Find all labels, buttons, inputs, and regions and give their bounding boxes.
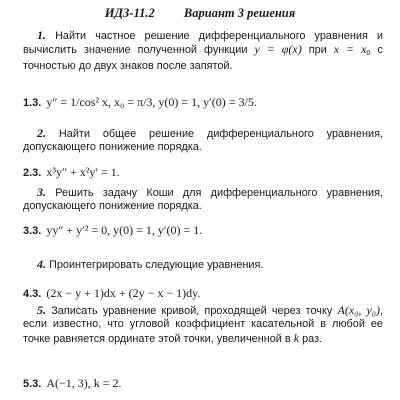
task-2-statement xyxy=(23,127,383,155)
task-5-formula: A(−1, 3), k = 2. xyxy=(46,376,122,390)
task-3-statement xyxy=(23,186,383,214)
task-3-number: 3. xyxy=(37,185,46,199)
task-5-equation xyxy=(23,376,383,391)
task-4-text: Проинтегрировать следующие уравнения. xyxy=(49,259,264,271)
task-5-text-b: , если известно, что угловой коэффициент касательной в любой ее точке равняется ординате этой точки, увеличенной в xyxy=(23,305,383,345)
document-header xyxy=(0,6,400,21)
task-4-label: 4.3. xyxy=(23,288,42,300)
task-4-equation xyxy=(23,286,383,301)
task-2-text: Найти общее решение дифференциального уравнения, допускающего понижение порядка. xyxy=(23,128,383,154)
variant-title: Вариант 3 решения xyxy=(183,6,296,20)
task-1-equation xyxy=(23,95,383,110)
task-2-label: 2.3. xyxy=(23,167,42,179)
task-1-label: 1.3. xyxy=(23,97,42,109)
task-5-label: 5.3. xyxy=(23,378,42,390)
task-1-func: y = φ(x) xyxy=(254,42,302,57)
task-4-number: 4. xyxy=(37,257,46,271)
task-5-k: k xyxy=(293,330,300,345)
assignment-code: ИДЗ-11.2 xyxy=(104,6,155,20)
task-4-formula: (2x − y + 1)dx + (2y − x − 1)dy. xyxy=(46,286,201,300)
task-2-equation xyxy=(23,165,383,180)
task-3-formula: yy″ + y′² = 0, y(0) = 1, y′(0) = 1. xyxy=(46,223,203,237)
task-1-formula: y″ = 1/cos² x, x₀ = π/3, y(0) = 1, y′(0) = 3/5. xyxy=(46,95,257,109)
task-5-statement xyxy=(23,304,383,346)
task-1-statement: 1. Найти частное решение дифференциального уравнения и вычислить значение полученной функции y = φ(x) при $x = x_0$ с точностью до двух знаков после запятой. xyxy=(23,28,383,72)
task-4-statement xyxy=(23,258,383,272)
task-3-label: 3.3. xyxy=(23,225,42,237)
task-5-text-c: раз. xyxy=(299,332,323,345)
task-1-text-a: Найти частное решение дифференциального уравнения и вычислить значение полученной функции xyxy=(23,30,383,57)
task-5-text-a: Записать уравнение кривой, проходящей через точку xyxy=(51,305,338,317)
task-3-equation xyxy=(23,223,383,238)
task-5-number: 5. xyxy=(37,303,46,317)
task-2-formula: x³y″ + x²y′ = 1. xyxy=(46,165,120,179)
task-3-text: Решить задачу Коши для дифференциального уравнения, допускающего понижение порядка. xyxy=(23,187,383,213)
task-2-number: 2. xyxy=(37,126,46,140)
task-1-number: 1. xyxy=(37,28,46,42)
task-1-text-c: с точностью до двух знаков после запятой. xyxy=(23,44,383,72)
task-1-point: x = x xyxy=(333,42,367,57)
task-5-point: A(x₀, y₀) xyxy=(337,303,380,317)
task-1-text-b: при xyxy=(301,44,334,57)
